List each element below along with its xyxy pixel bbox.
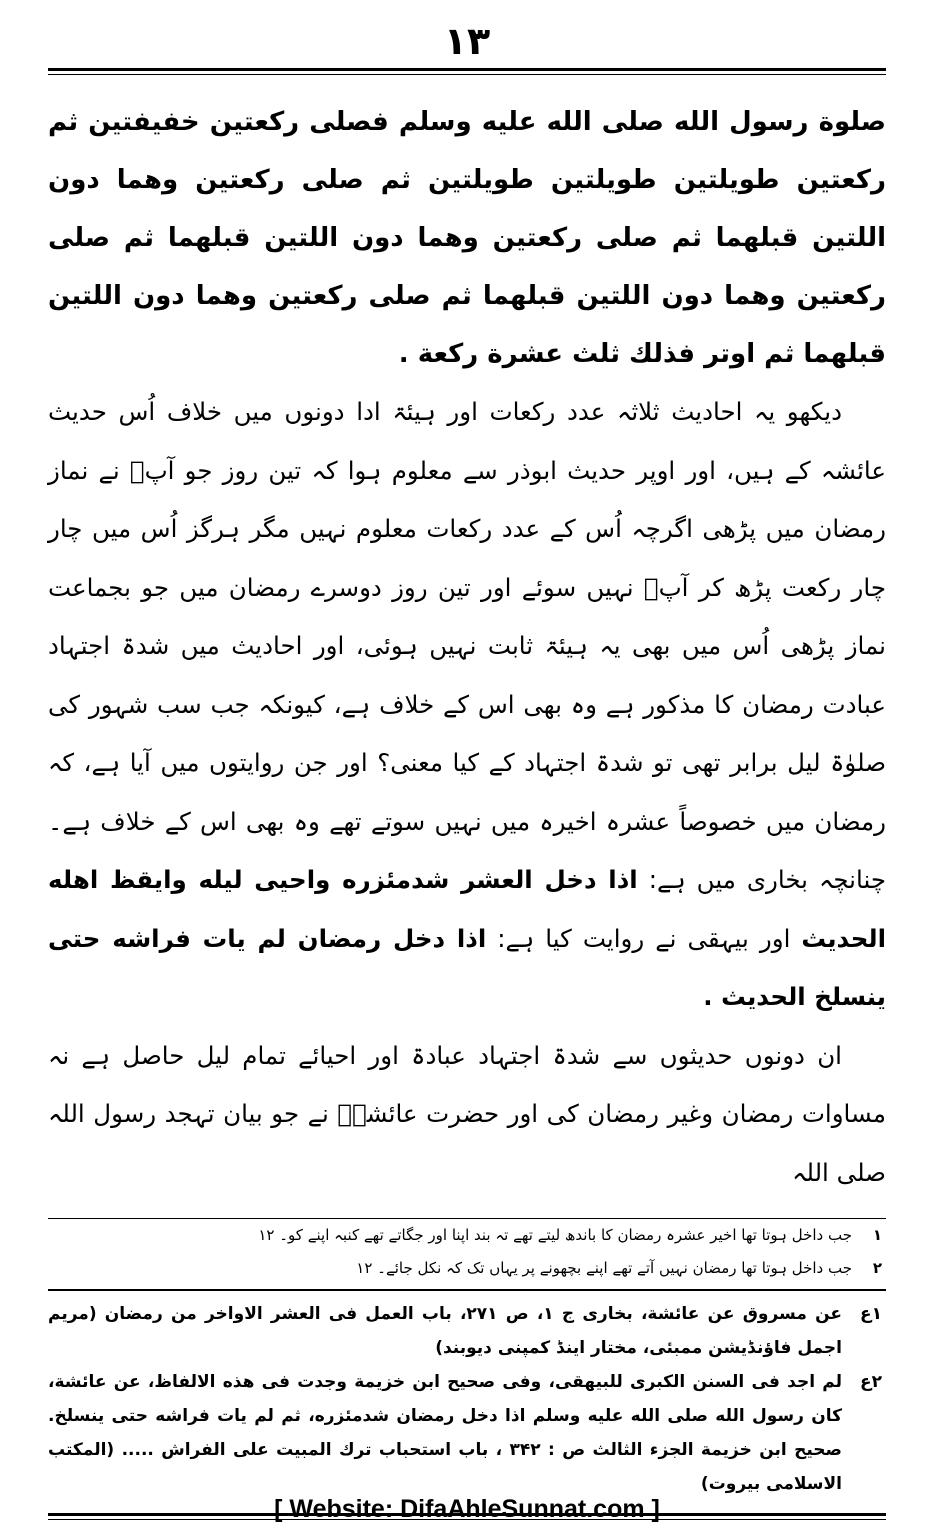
note-text: جب داخل ہوتا تھا اخیر عشرہ رمضان کا باندھ لیتے تھے تہ بند اپنا اور جگاتے تھے کنبہ اپنے کو۔ ۱۲ — [258, 1226, 852, 1244]
header-rule — [48, 68, 886, 75]
note-marker: ۲ — [872, 1259, 882, 1277]
document-page — [48, 18, 886, 1508]
reference-text: عن مسروق عن عائشة، بخاری ج ۱، ص ۲۷۱، باب العمل فی العشر الاواخر من رمضان (مریم اجمل فاؤنڈیشن ممبئی، مختار اینڈ کمپنی دیوبند) — [48, 1304, 842, 1358]
urdu-paragraph-1-text: دیکھو یہ احادیث ثلاثہ عدد رکعات اور ہیئۃ ادا دونوں میں خلاف اُس حدیث عائشہ کے ہیں، اور اوپر حدیث ابوذر سے معلوم ہوا کہ تین روز جو آپؐ نے نماز رمضان میں پڑھی اگرچہ اُس کے عدد رکعات معلوم نہیں مگر ہرگز اُس میں چار چار رکعت پڑھ کر آپؐ نہیں سوئے اور تین روز دوسرے رمضان میں جو بجماعت نماز پڑھی اُس میں بھی یہ ہیئۃ ثابت نہیں ہوئی، اور احادیث میں شدۃ اجتہاد عبادت رمضان کا مذکور ہے وہ بھی اس کے خلاف ہے، کیونکہ جب سب شہور کی صلوٰۃ لیل برابر تھی تو شدۃ اجتہاد کے کیا معنی؟ اور جن روایتوں میں آیا ہے، کہ رمضان میں خصوصاً عشرہ اخیرہ میں نہیں سوتے تھے وہ بھی اس کے خلاف ہے۔ چنانچہ بخاری میں ہے: — [48, 397, 886, 894]
translation-note-2 — [48, 1252, 886, 1285]
main-text — [48, 75, 886, 1202]
arabic-quote-bayhaqi: اذا دخل رمضان لم یات فراشه حتی ینسلخ الحدیث . — [48, 923, 886, 1011]
reference-2 — [48, 1365, 886, 1501]
note-marker: ۱ — [872, 1226, 882, 1244]
reference-marker: ۱ع — [859, 1304, 882, 1324]
note-text: جب داخل ہوتا تھا رمضان نہیں آتے تھے اپنے بچھونے پر یہاں تک کہ نکل جائے۔ ۱۲ — [356, 1259, 852, 1277]
reference-marker: ۲ع — [859, 1372, 882, 1392]
reference-1 — [48, 1297, 886, 1365]
urdu-paragraph-1-continued: اور بیہقی نے روایت کیا ہے: — [497, 923, 791, 953]
urdu-paragraph-1 — [48, 383, 886, 1027]
website-footer: [ Website: DifaAhleSunnat.com ] — [274, 1495, 660, 1523]
page-number: ۱۳ — [443, 19, 491, 63]
translation-note-1 — [48, 1219, 886, 1252]
urdu-paragraph-2: ان دونوں حدیثوں سے شدۃ اجتہاد عبادۃ اور احیائے تمام لیل حاصل ہے نہ مساوات رمضان وغیر رمضان کی اور حضرت عائشہؓ نے جو بیان تہجد رسول اللہ صلی اللہ — [48, 1040, 886, 1187]
arabic-hadith-passage: صلوة رسول الله صلی الله علیه وسلم فصلی رکعتین خفیفتین ثم رکعتین طویلتین طویلتین طویلتین ثم صلی رکعتین وهما دون اللتین قبلهما ثم صلی رکعتین وهما دون اللتین قبلهما ثم صلی رکعتین وهما دون اللتین قبلهما ثم صلی رکعتین وهما دون اللتین قبلهما ثم اوتر فذلك ثلث عشرة رکعة . — [48, 107, 886, 369]
arabic-quote-bukhari: اذا دخل العشر شدمئزره واحیی لیله وایقظ اهله الحدیث — [48, 865, 886, 953]
reference-text: لم اجد فی السنن الکبری للبیهقی، وفی صحیح ابن خزیمة وجدت فی هذه الالفاظ، عن عائشة، کان رسول الله صلی الله علیه وسلم اذا دخل رمضان شدمئزره، ثم لم یات فراشه حتی ینسلخ. صحیح ابن خزیمة الجزء الثالث ص : ۳۴۲ ، باب استحباب ترك المبیت علی الفراش ..... (المکتب الاسلامی بیروت) — [48, 1372, 842, 1494]
references — [48, 1291, 886, 1501]
footnotes — [48, 1218, 886, 1501]
